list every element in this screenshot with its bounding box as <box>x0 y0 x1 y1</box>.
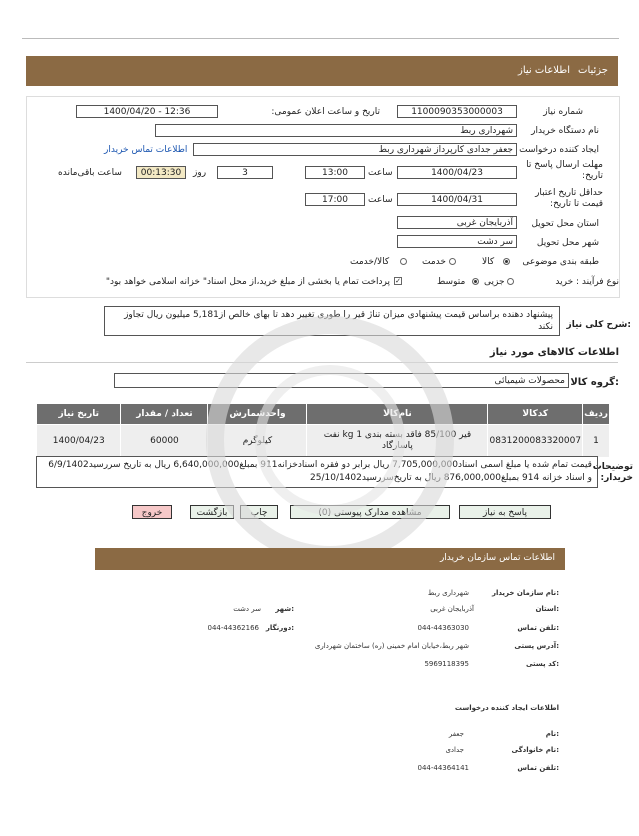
city-contact-value: سر دشت <box>233 605 261 613</box>
requester-label: ایجاد کننده درخواست <box>519 145 599 155</box>
days-field: 3 <box>217 166 273 179</box>
province-label: استان محل تحویل <box>531 219 599 229</box>
city-label: شهر محل تحویل <box>536 238 599 248</box>
city-field: سر دشت <box>397 235 517 248</box>
process-label: نوع فرآیند : خرید <box>555 277 619 287</box>
col-row: ردیف <box>583 404 610 425</box>
category-service-radio[interactable] <box>449 258 456 265</box>
cell-name: قیر 85/100 فاقد بسته بندی 1 kg نفت پاسارگاد <box>307 425 488 458</box>
category-label: طبقه بندی موضوعی <box>522 257 599 267</box>
postal-value: 5969118395 <box>424 660 469 668</box>
attachments-button[interactable]: مشاهده مدارک پیوستی (0) <box>290 505 450 519</box>
cell-row: 1 <box>583 425 610 458</box>
validity-label: حداقل تاریخ اعتبار قیمت تا تاریخ: <box>535 188 603 209</box>
cell-unit: کیلوگرم <box>208 425 307 458</box>
buyer-label: نام دستگاه خریدار <box>531 126 599 136</box>
cell-date: 1400/04/23 <box>37 425 121 458</box>
goods-group-label: گروه کالا: <box>570 377 619 388</box>
creator-phone-label: تلفن تماس: <box>517 764 559 772</box>
deadline-label: مهلت ارسال پاسخ تا تاریخ: <box>526 160 603 181</box>
col-qty: تعداد / مقدار <box>121 404 208 425</box>
summary-label: شرح کلی نیاز: <box>566 320 631 330</box>
phone-value: 044-44363030 <box>417 624 469 632</box>
deadline-date-field: 1400/04/23 <box>397 166 517 179</box>
summary-text: پیشنهاد دهنده براساس قیمت پیشنهادی میزان تناژ قیر را طوری تغییر دهد تا بهای خالص از5,181 میلیون ریال تجاوز نکند <box>104 306 560 336</box>
province-contact-label: استان: <box>535 605 559 613</box>
validity-date-field: 1400/04/31 <box>397 193 517 206</box>
buyer-contact-link[interactable]: اطلاعات تماس خریدار <box>104 145 188 155</box>
process-partial-label: جزیی <box>484 277 505 287</box>
col-name: نام‌کالا <box>307 404 488 425</box>
cell-code: 0831200083320007 <box>488 425 583 458</box>
need-number-field: 1100090353000003 <box>397 105 517 118</box>
fax-value: 044-44362166 <box>207 624 259 632</box>
day-label: روز <box>193 168 207 178</box>
validity-time-field: 17:00 <box>305 193 365 206</box>
org-label: نام سازمان خریدار: <box>491 589 559 597</box>
buyer-field: شهرداری ربط <box>155 124 517 137</box>
tab-header <box>26 56 618 86</box>
requester-field: جعفر جدادی کارپرداز شهرداری ربط <box>193 143 517 156</box>
remaining-label: ساعت باقی‌مانده <box>58 168 122 178</box>
phone-label: تلفن تماس: <box>517 624 559 632</box>
contact-heading: اطلاعات تماس سازمان خریدار <box>439 553 555 563</box>
payment-note: پرداخت تمام یا بخشی از مبلغ خرید،از محل اسناد" خزانه اسلامی خواهد بود" <box>105 277 390 287</box>
top-divider <box>22 38 619 39</box>
cell-qty: 60000 <box>121 425 208 458</box>
payment-checkbox[interactable]: ✓ <box>395 277 401 285</box>
need-number-label: شماره نیاز <box>543 107 583 117</box>
announce-label: تاریخ و ساعت اعلان عمومی: <box>271 107 380 117</box>
address-value: شهر ربط،خیابان امام خمینی (ره) ساختمان شهرداری <box>314 642 469 650</box>
back-button[interactable]: بازگشت <box>190 505 234 519</box>
col-unit: واحدشمارش <box>208 404 307 425</box>
category-service-label: خدمت <box>422 257 446 267</box>
remaining-time-field: 00:13:30 <box>136 166 186 179</box>
category-goods-radio[interactable] <box>503 258 510 265</box>
fax-label: دورنگار: <box>265 624 294 632</box>
col-code: کدکالا <box>488 404 583 425</box>
creator-name-label: نام: <box>545 730 559 738</box>
address-label: آدرس پستی: <box>514 642 559 650</box>
process-medium-label: متوسط <box>437 277 466 287</box>
creator-family-label: نام خانوادگی: <box>511 746 559 754</box>
city-contact-label: شهر: <box>275 605 294 613</box>
announce-field: 1400/04/20 - 12:36 <box>76 105 218 118</box>
category-goods-service-radio[interactable] <box>400 258 407 265</box>
province-contact-value: آذربایجان غربی <box>430 605 474 613</box>
postal-label: کد پستی: <box>525 660 559 668</box>
deadline-time-field: 13:00 <box>305 166 365 179</box>
buyer-notes-text: قیمت تمام شده یا مبلغ اسمی اسناد7,705,000,000 ریال برابر دو فقره اسنادخزانه911 بمبلغ6,640,000,000 ریال به تاریخ سررسید6/9/1402 و اسناد خزانه 914 بمبلغ876,000,000 ریال به تاریخ‌سررسید25/10/1402 <box>36 456 598 488</box>
print-button[interactable]: چاپ <box>240 505 278 519</box>
category-goods-label: کالا <box>482 257 495 267</box>
goods-group-field: محصولات شیمیائی <box>114 373 569 388</box>
creator-heading: اطلاعات ایجاد کننده درخواست <box>454 704 559 712</box>
buyer-notes-label: توضیحات خریدار: <box>592 462 633 483</box>
goods-heading: اطلاعات کالاهای مورد نیاز <box>489 347 619 358</box>
tab-need-info[interactable]: اطلاعات نیاز <box>518 65 570 76</box>
province-field: آذربایجان غربی <box>397 216 517 229</box>
creator-name-value: جعفر <box>448 730 464 738</box>
category-goods-service-label: کالا/خدمت <box>350 257 390 267</box>
col-date: تاریخ نیاز <box>37 404 121 425</box>
contact-header <box>95 548 565 570</box>
process-medium-radio[interactable] <box>472 278 479 285</box>
creator-phone-value: 044-44364141 <box>417 764 469 772</box>
exit-button[interactable]: خروج <box>132 505 172 519</box>
org-value: شهرداری ربط <box>427 589 469 597</box>
tab-details[interactable]: جزئیات <box>578 65 608 76</box>
watermark-logo <box>95 300 565 580</box>
deadline-time-label: ساعت <box>368 168 393 178</box>
validity-time-label: ساعت <box>368 195 393 205</box>
process-partial-radio[interactable] <box>507 278 514 285</box>
creator-family-value: جدادی <box>445 746 464 754</box>
reply-button[interactable]: پاسخ به نیاز <box>459 505 551 519</box>
